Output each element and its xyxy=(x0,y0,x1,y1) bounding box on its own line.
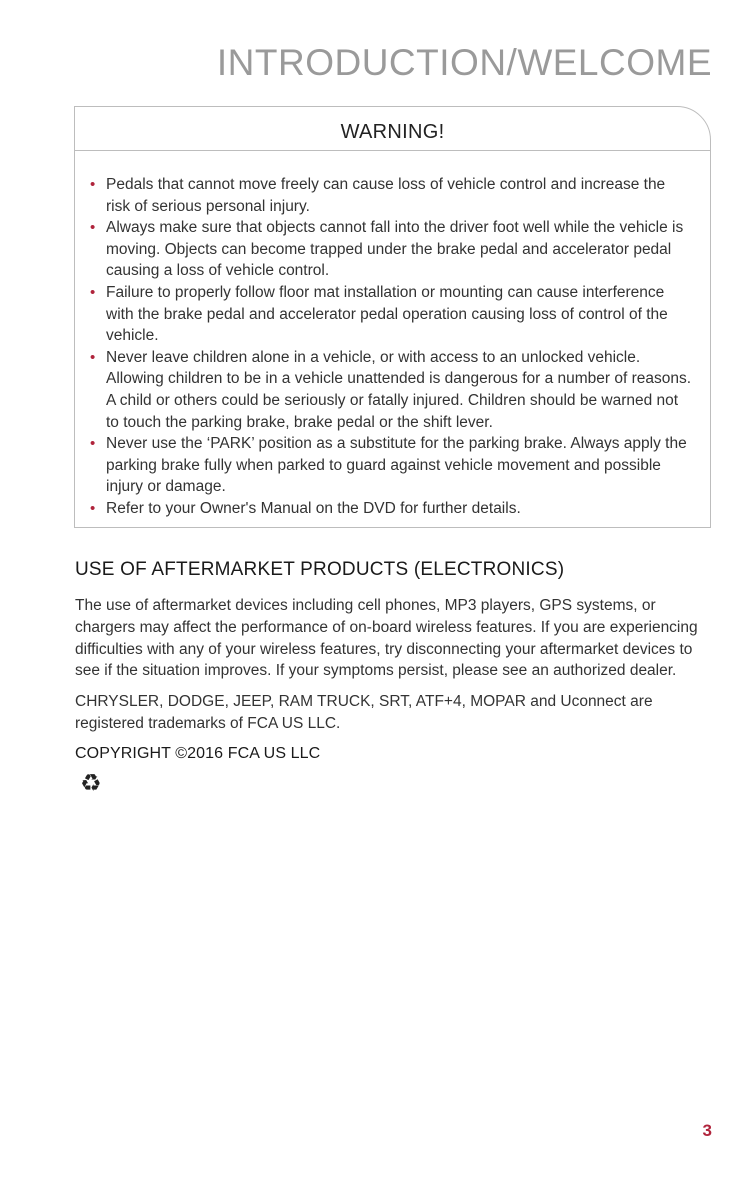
bullet-icon: • xyxy=(90,283,96,301)
recycle-icon: ♻ xyxy=(80,769,102,797)
warning-title: WARNING! xyxy=(75,107,710,151)
bullet-icon: • xyxy=(90,176,96,193)
warning-item: • Failure to properly follow floor mat installation or mounting can cause interference with the brake pedal and accelerator pedal operation causing loss of control of the vehicle. xyxy=(90,283,668,345)
copyright-notice: COPYRIGHT ©2016 FCA US LLC xyxy=(75,745,321,762)
warning-item: • Refer to your Owner's Manual on the DVD for further details. xyxy=(90,498,692,520)
warning-item: • Never use the ‘PARK’ position as a substitute for the parking brake. Always apply the parking brake fully when parked to guard against vehicle movement and possible injury or damage. xyxy=(90,435,687,496)
trademark-paragraph: CHRYSLER, DODGE, JEEP, RAM TRUCK, SRT, ATF+4, MOPAR and Uconnect are registered trademarks of FCA US LLC. xyxy=(75,693,653,732)
bullet-icon: • xyxy=(90,219,96,237)
warning-item: • Never leave children alone in a vehicle, or with access to an unlocked vehicle. Allowing children to be in a vehicle unattended is dangerous for a number of reasons. A child or others could be seriously or fatally injured. Children should be warned not to touch the parking brake, brake pedal or the shift lever. xyxy=(90,348,692,431)
warning-item: • Pedals that cannot move freely can cause loss of vehicle control and increase the risk of serious personal injury. xyxy=(90,176,666,215)
warning-list xyxy=(75,151,710,520)
bullet-icon: • xyxy=(90,348,96,366)
bullet-icon: • xyxy=(90,499,96,517)
page-title: INTRODUCTION/WELCOME xyxy=(216,42,712,83)
bullet-icon: • xyxy=(90,435,96,453)
warning-box xyxy=(74,106,711,528)
aftermarket-paragraph: The use of aftermarket devices including cell phones, MP3 players, GPS systems, or chargers may affect the performance of on-board wireless features. If you are experiencing difficulties with any of your wireless features, try disconnecting your aftermarket devices to see if the situation improves. If your symptoms persist, please see an authorized dealer. xyxy=(75,597,698,680)
warning-item: • Always make sure that objects cannot fall into the driver foot well while the vehicle is moving. Objects can become trapped under the brake pedal and accelerator pedal causing a loss of vehicle control. xyxy=(90,219,684,280)
page-number: 3 xyxy=(702,1121,712,1140)
aftermarket-heading: USE OF AFTERMARKET PRODUCTS (ELECTRONICS) xyxy=(75,559,565,580)
